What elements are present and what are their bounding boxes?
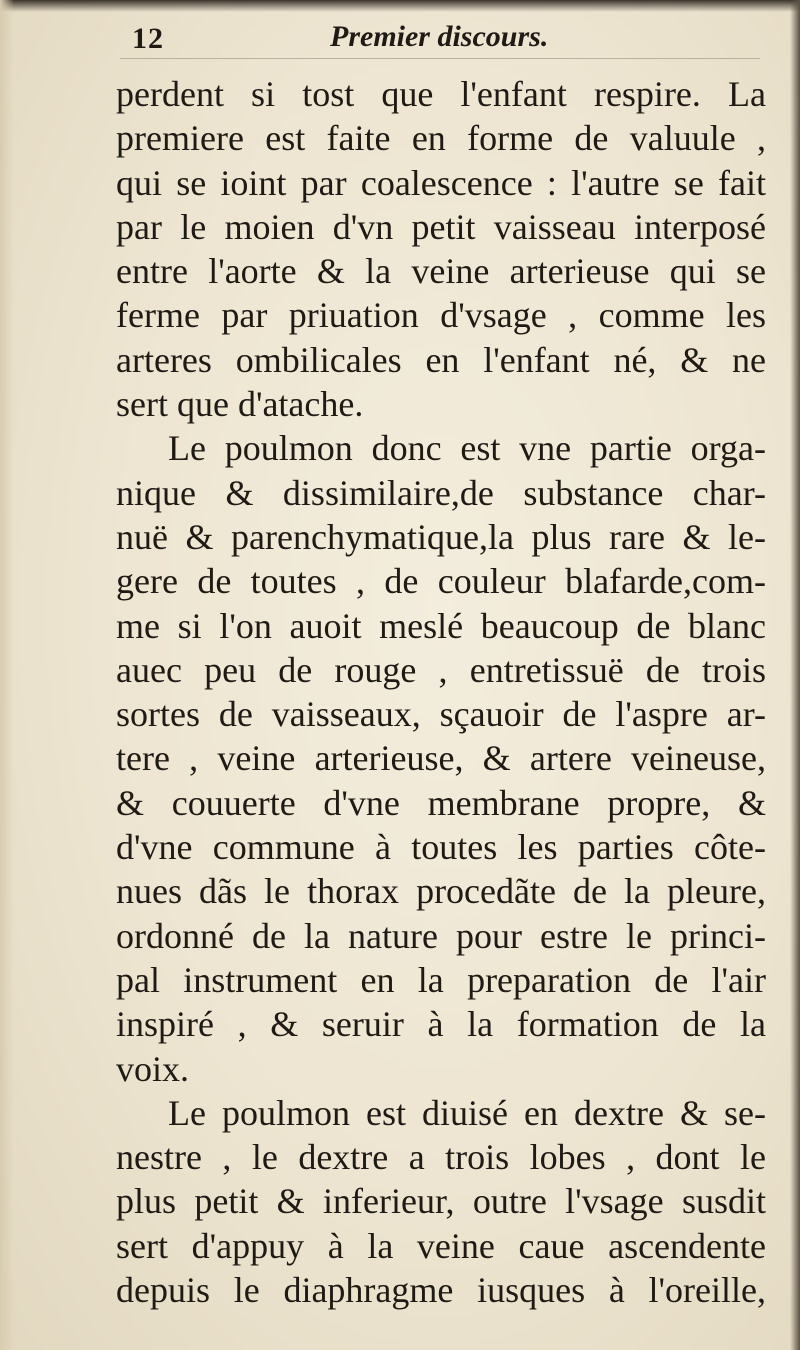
text-line: nuë & parenchymatique,la plus rare & le- xyxy=(116,516,766,557)
text-line: depuis le diaphragme iusques à l'oreille, xyxy=(116,1270,766,1311)
running-head: Premier discours. xyxy=(330,20,549,53)
text-line: nestre , le dextre a trois lobes , dont le xyxy=(116,1137,766,1178)
text-line: perdent si tost que l'enfant respire. La xyxy=(116,74,766,114)
text-line: plus petit & inferieur, outre l'vsage susdit xyxy=(116,1181,766,1222)
paragraph-start-line: Le poulmon donc est vne partie orga- xyxy=(168,428,766,469)
text-line: voix. xyxy=(116,1048,190,1089)
text-line: arteres ombilicales en l'enfant né, & ne xyxy=(116,339,766,380)
text-line: sert que d'atache. xyxy=(116,384,364,425)
text-line: par le moien d'vn petit vaisseau interposé xyxy=(116,206,766,247)
text-line: tere , veine arterieuse, & artere veineuse, xyxy=(116,738,766,779)
text-line: nique & dissimilaire,de substance char- xyxy=(116,472,766,513)
text-line: premiere est faite en forme de valuule , xyxy=(116,118,766,159)
header-rule xyxy=(120,58,760,59)
page-gutter xyxy=(0,0,14,1350)
page-right-edge xyxy=(790,0,800,1350)
text-line: entre l'aorte & la veine arterieuse qui se xyxy=(116,251,766,292)
text-line: ordonné de la nature pour estre le princi- xyxy=(116,915,766,956)
text-line: inspiré , & seruir à la formation de la xyxy=(116,1004,766,1045)
text-line: ferme par priuation d'vsage , comme les xyxy=(116,295,766,336)
text-line: me si l'on auoit meslé beaucoup de blanc xyxy=(116,605,766,646)
text-line: pal instrument en la preparation de l'air xyxy=(116,959,766,1000)
paragraph-start-line: Le poulmon est diuisé en dextre & se- xyxy=(168,1092,766,1133)
text-line: nues dãs le thorax procedãte de la pleure, xyxy=(116,871,766,912)
text-line: qui se ioint par coalescence : l'autre se fait xyxy=(116,162,766,203)
text-line: gere de toutes , de couleur blafarde,com- xyxy=(116,561,766,602)
text-line: & couuerte d'vne membrane propre, & xyxy=(116,782,766,823)
page-number: 12 xyxy=(132,22,164,55)
body-text xyxy=(116,72,766,1312)
page-top-edge xyxy=(0,0,800,12)
text-line: sert d'appuy à la veine caue ascendente xyxy=(116,1225,766,1266)
text-line: auec peu de rouge , entretissuë de trois xyxy=(116,649,766,690)
text-line: d'vne commune à toutes les parties côte- xyxy=(116,827,766,868)
text-line: sortes de vaisseaux, sçauoir de l'aspre ar- xyxy=(116,694,766,735)
